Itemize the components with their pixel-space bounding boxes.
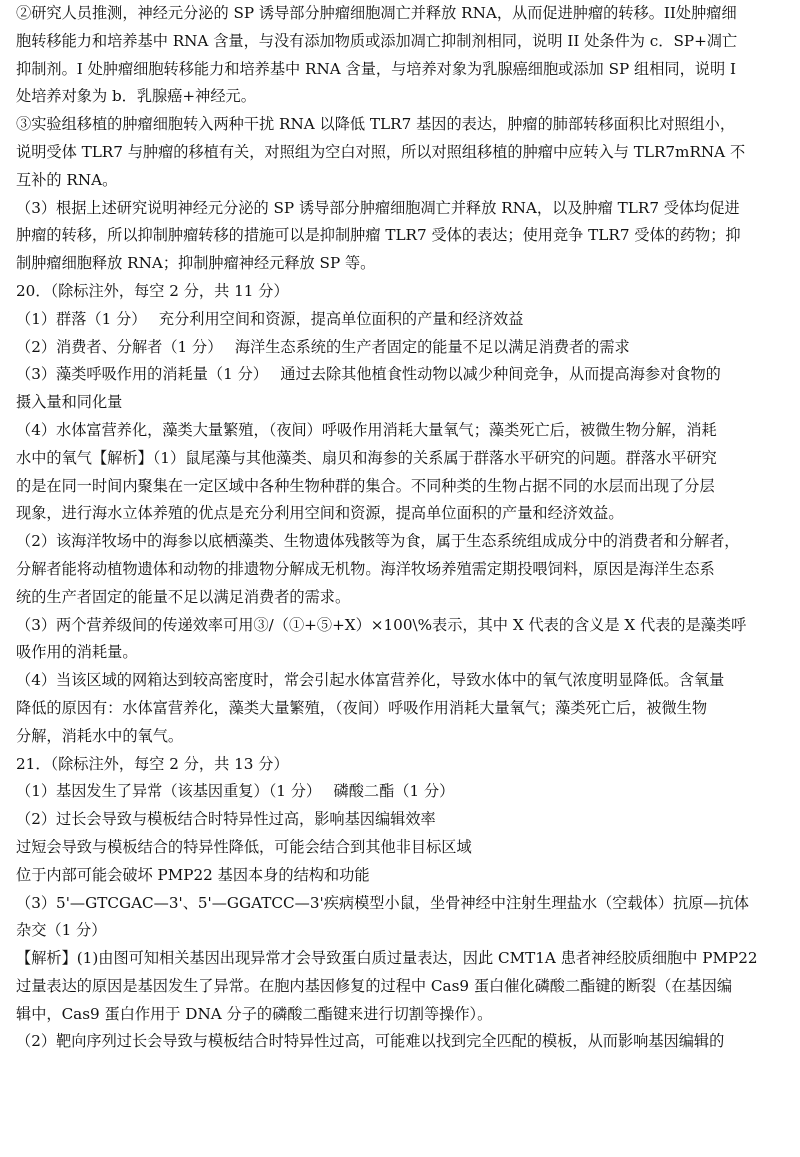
text-line: （2）消费者、分解者（1 分） 海洋生态系统的生产者固定的能量不足以满足消费者的需求 xyxy=(16,337,630,356)
text-line: 互补的 RNA。 xyxy=(16,170,118,189)
text-line: （3）藻类呼吸作用的消耗量（1 分） 通过去除其他植食性动物以减少种间竞争，从而提高海参对食物的 xyxy=(16,365,721,384)
question-heading: 21．（除标注外，每空 2 分，共 13 分） xyxy=(16,754,289,773)
text-line: 位于内部可能会破坏 PMP22 基因本身的结构和功能 xyxy=(16,865,370,884)
text-line: （2）过长会导致与模板结合时特异性过高，影响基因编辑效率 xyxy=(16,810,436,829)
text-line: 水中的氧气【解析】（1）鼠尾藻与其他藻类、扇贝和海参的关系属于群落水平研究的问题。群落水平研究 xyxy=(16,448,717,467)
text-line: （2）靶向序列过长会导致与模板结合时特异性过高，可能难以找到完全匹配的模板，从而影响基因编辑的 xyxy=(16,1032,725,1051)
text-line: （3）两个营养级间的传递效率可用③/（①+⑤+X）×100\%表示，其中 X 代表的含义是 X 代表的是藻类呼 xyxy=(16,615,747,634)
text-line: （1）群落（1 分） 充分利用空间和资源，提高单位面积的产量和经济效益 xyxy=(16,309,524,328)
text-line: ③实验组移植的肿瘤细胞转入两种干扰 RNA 以降低 TLR7 基因的表达，肿瘤的肺部转移面积比对照组小， xyxy=(16,115,736,134)
text-line: 杂交（1 分） xyxy=(16,921,107,940)
text-line: 辑中，Cas9 蛋白作用于 DNA 分子的磷酸二酯键来进行切割等操作）。 xyxy=(16,1004,493,1023)
text-line: （2）该海洋牧场中的海参以底栖藻类、生物遗体残骸等为食，属于生态系统组成成分中的消费者和分解者， xyxy=(16,532,740,551)
text-line: 过短会导致与模板结合的特异性降低，可能会结合到其他非目标区域 xyxy=(16,837,472,856)
text-line: （3）根据上述研究说明神经元分泌的 SP 诱导部分肿瘤细胞凋亡并释放 RNA，以及肿瘤 TLR7 受体均促进 xyxy=(16,198,740,217)
question-heading: 20．（除标注外，每空 2 分，共 11 分） xyxy=(16,281,289,300)
text-line: 肿瘤的转移，所以抑制肿瘤转移的措施可以是抑制肿瘤 TLR7 受体的表达；使用竞争 TLR7 受体的药物；抑 xyxy=(16,226,741,245)
text-line: 分解者能将动植物遗体和动物的排遗物分解成无机物。海洋牧场养殖需定期投喂饲料，原因是海洋生态系 xyxy=(16,559,715,578)
text-line: ②研究人员推测，神经元分泌的 SP 诱导部分肿瘤细胞凋亡并释放 RNA，从而促进肿瘤的转移。II处肿瘤细 xyxy=(16,4,737,22)
text-line: 摄入量和同化量 xyxy=(16,393,123,412)
text-line: （1）基因发生了异常（该基因重复）（1 分） 磷酸二酯（1 分） xyxy=(16,782,455,801)
text-line: 过量表达的原因是基因发生了异常。在胞内基因修复的过程中 Cas9 蛋白催化磷酸二酯键的断裂（在基因编 xyxy=(16,976,733,995)
text-line: 制肿瘤细胞释放 RNA；抑制肿瘤神经元释放 SP 等。 xyxy=(16,254,376,273)
text-line: （4）当该区域的网箱达到较高密度时，常会引起水体富营养化，导致水体中的氧气浓度明显降低。含氧量 xyxy=(16,671,725,690)
text-line: 统的生产者固定的能量不足以满足消费者的需求。 xyxy=(16,587,351,606)
text-line: （4）水体富营养化，藻类大量繁殖，（夜间）呼吸作用消耗大量氧气；藻类死亡后，被微生物分解，消耗 xyxy=(16,420,717,439)
text-line: 抑制剂。I 处肿瘤细胞转移能力和培养基中 RNA 含量，与培养对象为乳腺癌细胞或添加 SP 组相同，说明 I xyxy=(16,59,736,78)
text-line: 说明受体 TLR7 与肿瘤的移植有关，对照组为空白对照，所以对照组移植的肿瘤中应转入与 TLR7mRNA 不 xyxy=(16,142,746,161)
text-line: 的是在同一时间内聚集在一定区域中各种生物种群的集合。不同种类的生物占据不同的水层而出现了分层 xyxy=(16,476,715,495)
text-line: 处培养对象为 b．乳腺癌+神经元。 xyxy=(16,87,256,106)
text-line: 吸作用的消耗量。 xyxy=(16,643,138,662)
text-line: 分解，消耗水中的氧气。 xyxy=(16,726,184,745)
text-line: 现象，进行海水立体养殖的优点是充分利用空间和资源，提高单位面积的产量和经济效益。 xyxy=(16,504,624,523)
text-line: （3）5'—GTCGAC—3'、5'—GGATCC—3'疾病模型小鼠，坐骨神经中注射生理盐水（空载体）抗原—抗体 xyxy=(16,893,749,912)
text-line: 胞转移能力和培养基中 RNA 含量，与没有添加物质或添加凋亡抑制剂相同，说明 II 处条件为 c．SP+凋亡 xyxy=(16,31,738,50)
text-line: 降低的原因有：水体富营养化，藻类大量繁殖，（夜间）呼吸作用消耗大量氧气；藻类死亡后，被微生物 xyxy=(16,698,708,717)
text-line: 【解析】(1)由图可知相关基因出现异常才会导致蛋白质过量表达，因此 CMT1A 患者神经胶质细胞中 PMP22 xyxy=(16,949,758,968)
